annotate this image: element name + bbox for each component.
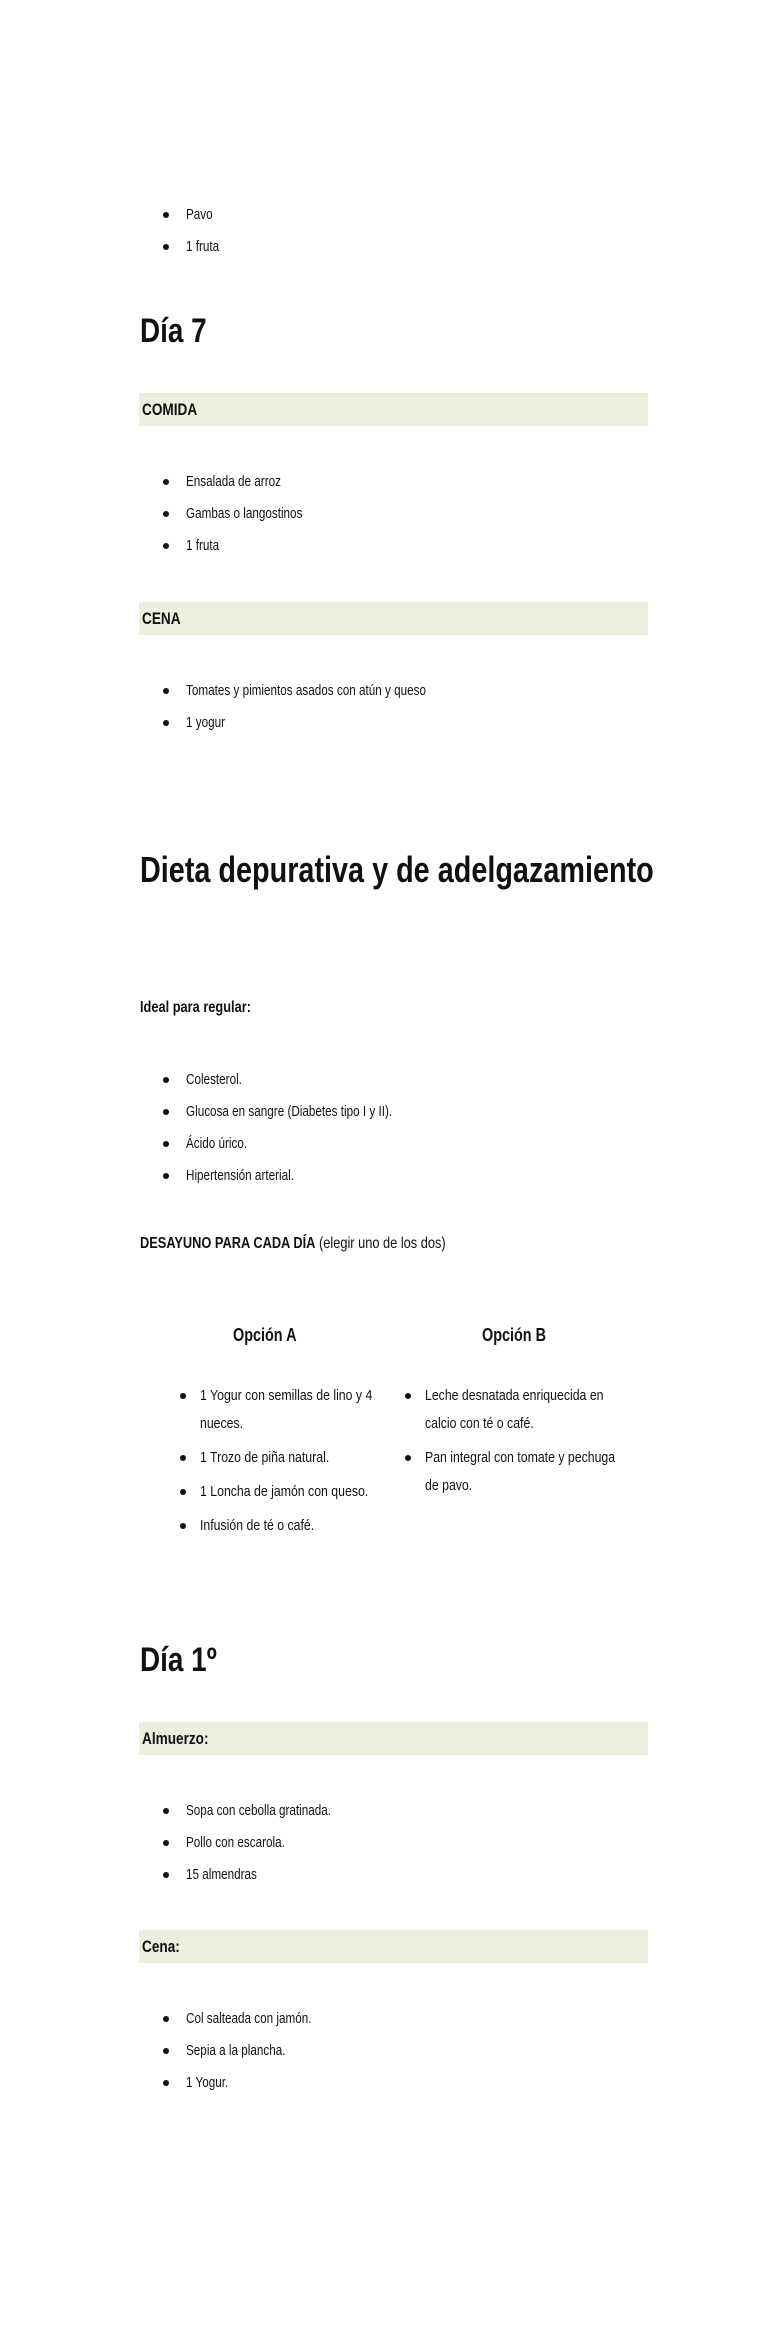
list-item: Infusión de té o café. [180,1512,395,1540]
list-item: 1 Loncha de jamón con queso. [180,1478,395,1506]
list-item: Hipertensión arterial. [140,1160,450,1192]
list-item: Ácido úrico. [140,1128,450,1160]
day7-cena-list [140,675,494,739]
option-a-list [180,1382,395,1546]
list-item: Sepia a la plancha. [140,2035,347,2067]
list-item: Sopa con cebolla gratinada. [140,1795,372,1827]
option-b-title: Opción B [482,1325,546,1345]
list-item: 1 yogur [140,707,494,739]
top-food-list [140,199,229,263]
list-item: Leche desnatada enriquecida en calcio con té o café. [405,1382,620,1438]
day1-almuerzo-list [140,1795,372,1891]
diet-title: Dieta depurativa y de adelgazamiento [140,849,654,890]
day1-title: Día 1º [140,1641,217,1679]
day7-cena-header: CENA [139,602,648,635]
breakfast-note: (elegir uno de los dos) [318,1235,446,1252]
day7-title: Día 7 [140,312,207,350]
option-b-list [405,1382,620,1506]
list-item: 1 Trozo de piña natural. [180,1444,395,1472]
list-item: Pavo [140,199,229,231]
list-item: 15 almendras [140,1859,372,1891]
list-item: Glucosa en sangre (Diabetes tipo I y II). [140,1096,450,1128]
list-item: 1 fruta [140,231,229,263]
list-item: 1 Yogur con semillas de lino y 4 nueces. [180,1382,395,1438]
ideal-list [140,1064,450,1192]
day1-cena-header: Cena: [139,1930,648,1963]
day7-comida-header: COMIDA [139,393,648,426]
list-item: 1 fruta [140,530,335,562]
list-item: Pan integral con tomate y pechuga de pavo. [405,1444,620,1500]
breakfast-label: DESAYUNO PARA CADA DÍA [140,1235,316,1252]
list-item: Ensalada de arroz [140,466,335,498]
list-item: Tomates y pimientos asados con atún y queso [140,675,494,707]
breakfast-heading [140,1233,446,1255]
ideal-label: Ideal para regular: [140,999,251,1016]
list-item: Col salteada con jamón. [140,2003,347,2035]
list-item: Gambas o langostinos [140,498,335,530]
list-item: Colesterol. [140,1064,450,1096]
day1-almuerzo-header: Almuerzo: [139,1722,648,1755]
day1-cena-list [140,2003,347,2099]
list-item: 1 Yogur. [140,2067,347,2099]
option-a-title: Opción A [233,1325,297,1345]
day7-comida-list [140,466,335,562]
list-item: Pollo con escarola. [140,1827,372,1859]
